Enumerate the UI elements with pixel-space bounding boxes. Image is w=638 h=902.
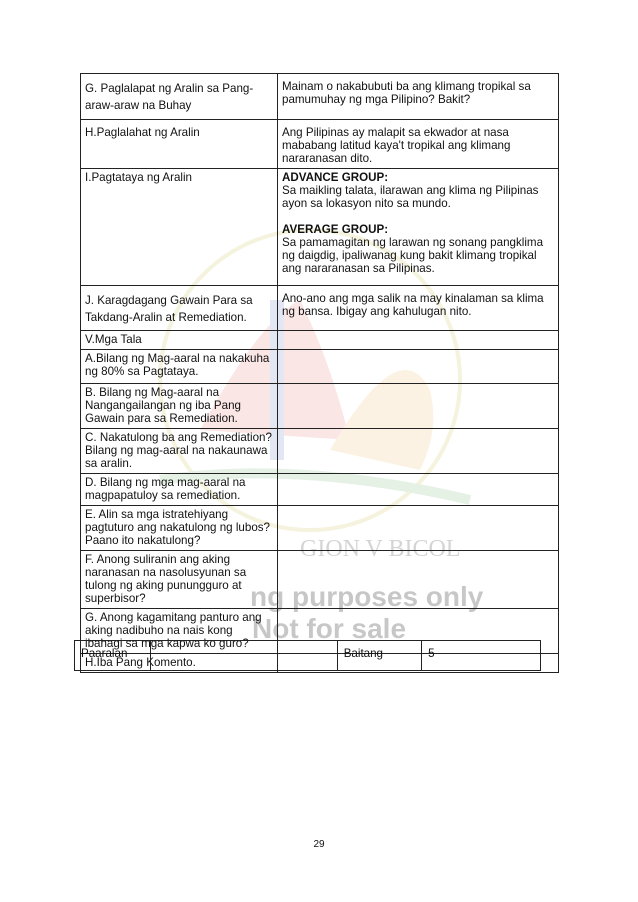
row-content xyxy=(278,384,559,429)
table-row xyxy=(81,551,559,609)
row-label: V.Mga Tala xyxy=(81,331,278,350)
average-group-heading: AVERAGE GROUP: xyxy=(282,223,389,236)
row-label: F. Anong suliranin ang aking naranasan na nasolusyunan sa tulong ng aking punungguro at superbisor? xyxy=(81,551,278,609)
watermark-text-2: ng purposes only xyxy=(250,581,484,612)
row-label: A.Bilang ng Mag-aaral na nakakuha ng 80% sa Pagtataya. xyxy=(81,350,278,384)
row-label: B. Bilang ng Mag-aaral na Nangangailangan ng iba Pang Gawain para sa Remediation. xyxy=(81,384,278,429)
watermark-text-1: GION V BICOL xyxy=(300,536,461,562)
row-label: E. Alin sa mga istratehiyang pagtuturo ang nakatulong ng lubos? Paano ito nakatulong? xyxy=(81,506,278,551)
school-label: Paaralan xyxy=(75,641,151,671)
table-row xyxy=(81,331,559,350)
row-content xyxy=(278,429,559,474)
table-row xyxy=(81,429,559,474)
row-content xyxy=(278,474,559,506)
row-content: Mainam o nakabubuti ba ang klimang tropikal sa pamumuhay ng mga Pilipino? Bakit? xyxy=(278,74,559,120)
footer-row xyxy=(75,641,541,671)
grade-label: Baitang xyxy=(337,641,421,671)
lesson-table xyxy=(80,73,559,673)
table-row xyxy=(81,350,559,384)
row-label: G. Paglalapat ng Aralin sa Pang-araw-araw na Buhay xyxy=(81,74,278,120)
table-row xyxy=(81,120,559,169)
row-content xyxy=(278,551,559,609)
advance-group-text: Sa maikling talata, ilarawan ang klima ng Pilipinas ayon sa lokasyon nito sa mundo. xyxy=(282,184,539,210)
row-label: G. Anong kagamitang panturo ang aking nadibuho na nais kong ibahagi sa mga kapwa ko guro? xyxy=(81,609,278,654)
footer-table xyxy=(74,640,541,671)
table-row xyxy=(81,169,559,286)
table-row xyxy=(81,384,559,429)
watermark-text-3: Not for sale xyxy=(252,613,407,644)
row-content xyxy=(278,506,559,551)
row-label: D. Bilang ng mga mag-aaral na magpapatuloy sa remediation. xyxy=(81,474,278,506)
page-number: 29 xyxy=(313,839,325,850)
row-content: Ano-ano ang mga salik na may kinalaman sa klima ng bansa. Ibigay ang kahulugan nito. xyxy=(278,286,559,331)
row-content xyxy=(278,350,559,384)
row-content xyxy=(278,169,559,286)
row-content xyxy=(278,331,559,350)
average-group-text: Sa pamamagitan ng larawan ng sonang pangklima ng daigdig, ipaliwanag kung bakit klimang tropikal ang nararanasan sa Pilipinas. xyxy=(282,236,544,275)
table-row xyxy=(81,506,559,551)
grade-value: 5 xyxy=(422,641,541,671)
row-label: I.Pagtataya ng Aralin xyxy=(81,169,278,286)
row-content: Ang Pilipinas ay malapit sa ekwador at nasa mababang latitud kaya't tropikal ang klimang nararanasan dito. xyxy=(278,120,559,169)
row-label: H.Iba Pang Komento. xyxy=(81,654,278,673)
row-label: J. Karagdagang Gawain Para sa Takdang-Aralin at Remediation. xyxy=(81,286,278,331)
advance-group-heading: ADVANCE GROUP: xyxy=(282,171,389,184)
row-label: H.Paglalahat ng Aralin xyxy=(81,120,278,169)
table-row xyxy=(81,74,559,120)
school-value xyxy=(151,641,338,671)
row-label: C. Nakatulong ba ang Remediation? Bilang ng mag-aaral na nakaunawa sa aralin. xyxy=(81,429,278,474)
table-row xyxy=(81,474,559,506)
table-row xyxy=(81,286,559,331)
